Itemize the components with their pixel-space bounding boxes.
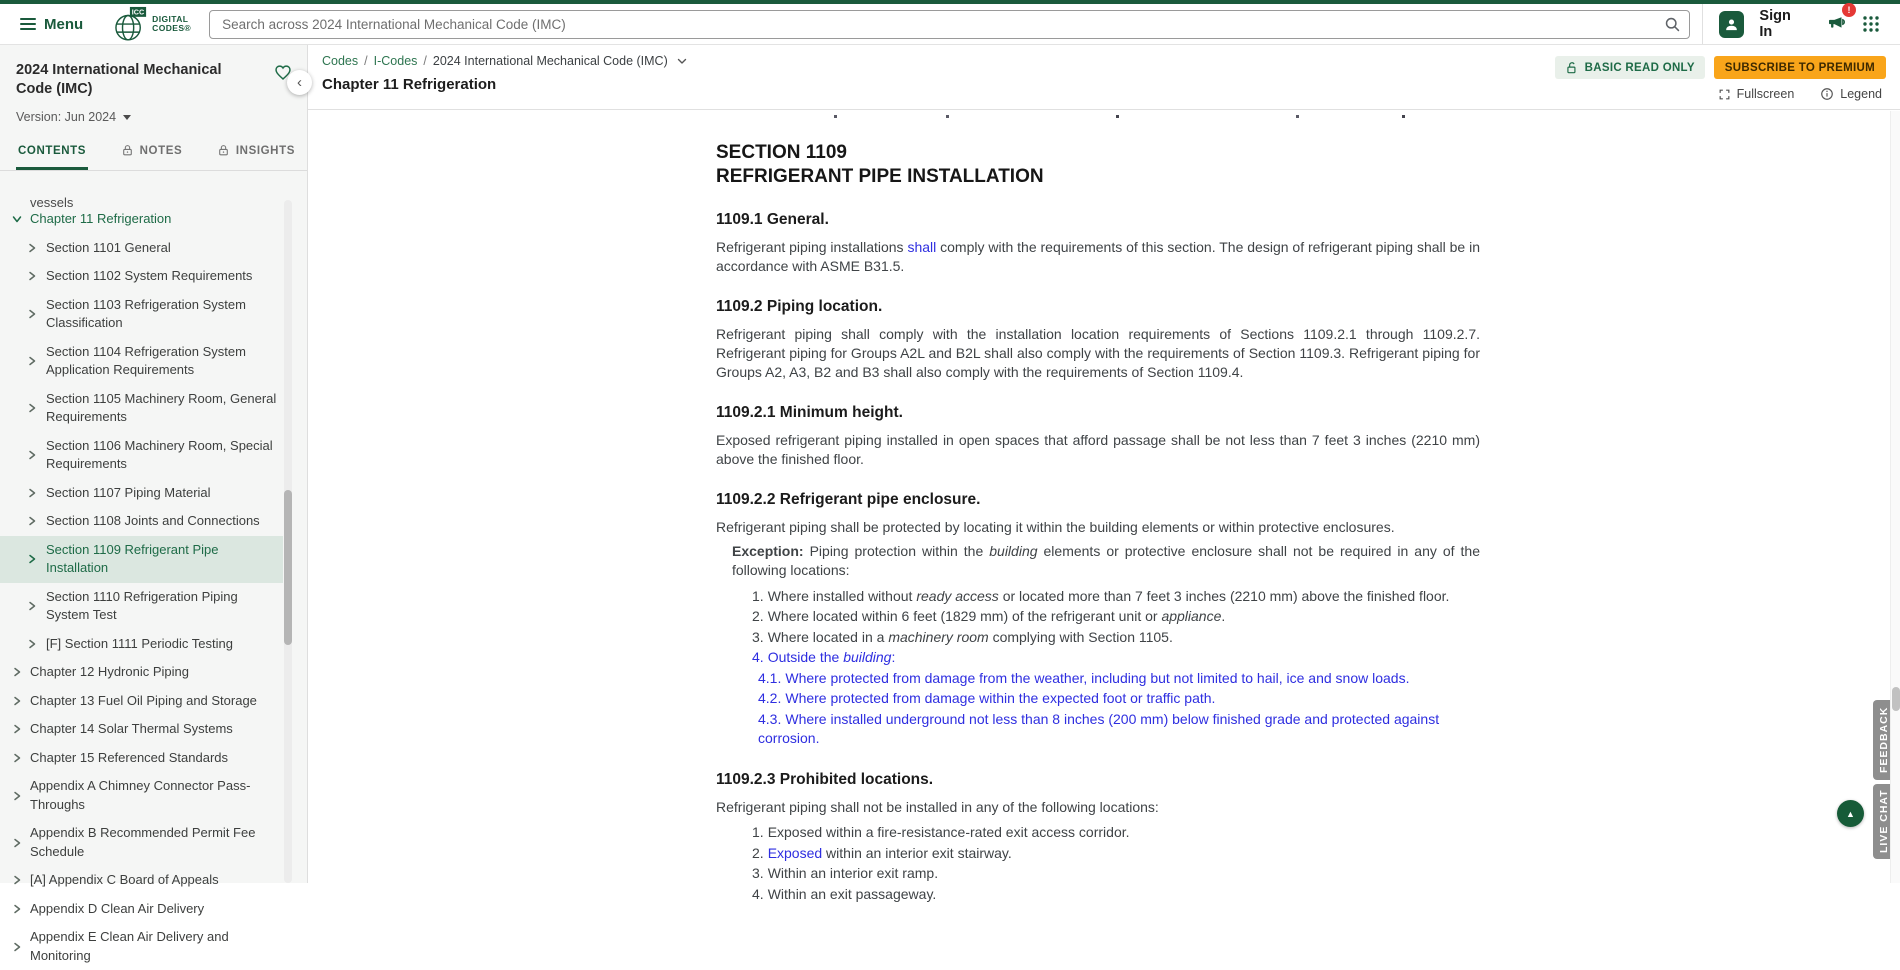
code-section (716, 403, 1480, 469)
tab-insights[interactable]: INSIGHTS (215, 134, 297, 170)
toc-item[interactable] (0, 205, 283, 234)
inline-link[interactable]: shall (907, 239, 937, 255)
apps-grid-button[interactable] (1862, 15, 1880, 33)
section-title: SECTION 1109 REFRIGERANT PIPE INSTALLATION (716, 142, 1044, 187)
list-item (752, 843, 1480, 864)
text-segment: or located more than 7 feet 3 inches (2210 mm) above the finished floor. (998, 587, 1450, 604)
fullscreen-button[interactable]: Fullscreen (1718, 87, 1795, 101)
text-segment: Exception: (732, 543, 810, 559)
scroll-to-top-button[interactable]: ▲ (1837, 800, 1864, 827)
paragraph (716, 325, 1480, 382)
text-segment: complying with Section 1105. (988, 628, 1173, 645)
section-heading: 1109.2.2 Refrigerant pipe enclosure. (716, 491, 981, 508)
list-item (758, 709, 1480, 749)
toc-item-label: [A] Appendix C Board of Appeals (30, 872, 219, 887)
inline-link[interactable]: Where protected from damage within the expected foot or traffic path. (785, 690, 1216, 707)
chevron-right-icon[interactable] (11, 723, 23, 735)
list-item (758, 689, 1480, 710)
sidebar-scrollbar-thumb[interactable] (284, 490, 292, 645)
toc-item[interactable] (0, 630, 283, 659)
toc-item[interactable] (0, 895, 283, 924)
toc-item[interactable] (0, 536, 283, 583)
lock-icon (217, 144, 230, 157)
toc-item[interactable] (0, 658, 283, 687)
chevron-right-icon[interactable] (11, 874, 23, 886)
content-scrollbar-thumb[interactable] (1892, 687, 1900, 711)
breadcrumb-codes[interactable]: Codes (322, 54, 359, 68)
sidebar-scrollbar[interactable] (284, 200, 292, 883)
list-item (752, 648, 1480, 669)
toc-item[interactable] (0, 923, 283, 970)
list-item-text (768, 886, 937, 902)
code-section (716, 490, 1480, 749)
inline-link[interactable]: building (843, 649, 892, 666)
list-item-text (768, 588, 1450, 604)
list-item-number: 1. (752, 824, 764, 841)
text-segment: Where located in a (767, 628, 889, 645)
chevron-right-icon[interactable] (11, 903, 23, 915)
toc-item-label: Chapter 12 Hydronic Piping (30, 664, 189, 679)
menu-button[interactable] (20, 16, 83, 33)
clipped-text-line (716, 115, 1480, 118)
document-sections (716, 210, 1480, 905)
list-item (752, 607, 1480, 628)
chevron-right-icon[interactable] (26, 355, 38, 367)
list-item-text (768, 629, 1173, 645)
text-segment: within an interior exit stairway. (822, 844, 1012, 861)
list-item-text (768, 824, 1130, 840)
basic-read-only-badge: BASIC READ ONLY (1555, 56, 1705, 79)
toc-item-label: Appendix B Recommended Permit Fee Schedule (30, 825, 256, 859)
sidebar-tabs (0, 134, 307, 171)
toc-item-label: Section 1101 General (46, 239, 171, 255)
chevron-right-icon[interactable] (26, 402, 38, 414)
breadcrumb-chevron-down-icon[interactable] (676, 55, 688, 67)
chevron-right-icon[interactable] (11, 941, 23, 953)
toc-item-label: Chapter 14 Solar Thermal Systems (30, 721, 233, 736)
list-item-text (758, 711, 1439, 746)
version-label: Version: Jun 2024 (16, 110, 117, 124)
tab-contents[interactable]: CONTENTS (16, 134, 88, 170)
text-segment: Within an interior exit ramp. (767, 865, 939, 882)
toc-item[interactable] (0, 819, 283, 866)
live-chat-tab[interactable]: LIVE CHAT (1873, 784, 1895, 859)
chevron-right-icon[interactable] (26, 449, 38, 461)
toc-item-label: vessels (30, 195, 74, 210)
code-section (716, 770, 1480, 905)
section-heading: 1109.2 Piping location. (716, 298, 883, 315)
legend-button[interactable]: Legend (1820, 87, 1882, 101)
list-item-text (785, 690, 1215, 706)
section-heading: 1109.2.1 Minimum height. (716, 404, 903, 421)
chevron-right-icon[interactable] (11, 790, 23, 802)
list-item-number: 3. (752, 865, 764, 882)
list-item-number[interactable]: 4. (752, 649, 764, 666)
numbered-list (752, 823, 1480, 905)
text-segment: Refrigerant piping shall be protected by locating it within the building elements or within protective enclosures. (716, 519, 1395, 535)
svg-text:ICC: ICC (131, 7, 145, 17)
text-segment: Where installed without (767, 587, 917, 604)
toc-item[interactable] (0, 507, 283, 536)
paragraph (716, 431, 1480, 469)
toc-item[interactable] (0, 772, 283, 819)
search-input[interactable] (209, 10, 1690, 39)
toc-item-label: Section 1105 Machinery Room, General Requirements (46, 390, 277, 424)
toc-item[interactable] (0, 291, 283, 338)
document-content (308, 111, 1888, 902)
account-button[interactable] (1719, 11, 1744, 38)
toc-item[interactable] (0, 744, 283, 773)
sign-in-link[interactable]: Sign In (1759, 8, 1791, 40)
inline-link[interactable]: Exposed (767, 844, 823, 861)
inline-link[interactable]: Outside the (767, 649, 844, 666)
toc-item-label: Chapter 13 Fuel Oil Piping and Storage (30, 692, 257, 708)
breadcrumb-icodes[interactable]: I-Codes (373, 54, 418, 68)
inline-link[interactable]: Where protected from damage from the weather, including but not limited to hail, ice and snow loads. (785, 669, 1410, 686)
toc-item-label: Appendix D Clean Air Delivery (30, 900, 205, 916)
text-segment: Piping protection within the (809, 543, 990, 559)
main-panel (308, 45, 1900, 902)
numbered-list (752, 586, 1480, 749)
chevron-right-icon[interactable] (26, 487, 38, 499)
text-segment: elements or protective enclosure shall not be required in any of the following locations: (732, 543, 1480, 578)
chevron-right-icon[interactable] (26, 242, 38, 254)
toc-item[interactable] (0, 194, 283, 210)
toc-item[interactable] (0, 583, 283, 630)
toc-item[interactable] (0, 866, 283, 895)
list-item (752, 823, 1480, 844)
global-header (0, 4, 1900, 45)
toc-item[interactable] (0, 715, 283, 744)
tab-notes[interactable]: NOTES (119, 134, 185, 170)
text-segment: building (989, 543, 1038, 559)
chevron-right-icon[interactable] (26, 270, 38, 282)
chevron-right-icon[interactable] (11, 752, 23, 764)
text-segment: . (1221, 608, 1226, 625)
list-item-number: 3. (752, 628, 764, 645)
exception-note (732, 542, 1480, 580)
text-segment: Refrigerant piping shall comply with the installation location requirements of Sections 1109.2.1 through 1109.2.7. Refrigerant piping for Groups A2L and B2L shall also comply with the requirements of Section 1109.3. Refrigerant piping for Groups A2, A3, B2 and B3 shall also comply with the requirements of Section 1109.4. (716, 326, 1480, 380)
toc-item-label: Section 1102 System Requirements (46, 268, 253, 283)
text-segment: appliance (1161, 608, 1222, 625)
inline-link[interactable]: : (891, 649, 896, 666)
toc-item[interactable] (0, 262, 283, 291)
list-item-number: 1. (752, 587, 764, 604)
icc-digital-codes-logo[interactable] (111, 6, 191, 43)
breadcrumb-current[interactable]: 2024 International Mechanical Code (IMC) (432, 54, 668, 68)
icc-globe-icon (111, 6, 147, 43)
toc-item-label: Chapter 11 Refrigeration (30, 211, 172, 226)
list-item (752, 586, 1480, 607)
person-icon (1723, 16, 1740, 33)
list-item-text (768, 845, 1012, 861)
collapse-sidebar-button[interactable]: ‹ (287, 70, 312, 95)
chevron-right-icon[interactable] (26, 308, 38, 320)
list-item (752, 627, 1480, 648)
section-heading: 1109.2.3 Prohibited locations. (716, 770, 934, 788)
toc-item-label: Section 1104 Refrigeration System Application Requirements (46, 343, 246, 377)
toc-item[interactable] (0, 234, 283, 263)
paragraph (716, 518, 1480, 537)
list-item (758, 668, 1480, 689)
text-segment: Within an exit passageway. (767, 885, 937, 902)
toc-item[interactable] (0, 687, 283, 716)
paragraph (716, 238, 1480, 276)
text-segment: machinery room (888, 628, 989, 645)
sidebar (0, 45, 308, 963)
apps-grid-icon (1862, 15, 1880, 33)
toc-item-label: Appendix E Clean Air Delivery and Monitoring (30, 929, 229, 963)
list-item (752, 864, 1480, 885)
contents-tree (0, 195, 283, 963)
search-box (209, 10, 1690, 39)
toc-item[interactable] (0, 385, 283, 432)
toc-item-label: Appendix A Chimney Connector Pass-Throughs (30, 778, 251, 812)
text-segment: Refrigerant piping shall not be installed in any of the following locations: (716, 798, 1159, 815)
subscribe-premium-button[interactable]: SUBSCRIBE TO PREMIUM (1714, 56, 1886, 79)
sidebar-header (0, 45, 307, 124)
list-item (752, 884, 1480, 905)
chevron-right-icon[interactable] (26, 638, 38, 650)
text-segment: ready access (916, 587, 999, 604)
toc-item-label: Section 1103 Refrigeration System Classification (46, 296, 246, 330)
menu-label: Menu (44, 15, 84, 33)
toc-item-label: Chapter 15 Referenced Standards (30, 749, 229, 765)
content-header (308, 45, 1900, 110)
toc-item[interactable] (0, 479, 283, 508)
feedback-tab[interactable]: FEEDBACK (1873, 700, 1895, 780)
breadcrumb: Codes / I-Codes / 2024 International Mechanical Code (IMC) (322, 54, 688, 68)
chevron-down-icon[interactable] (11, 213, 23, 225)
code-section (716, 210, 1480, 276)
list-item-number[interactable]: 4.3. (758, 710, 782, 727)
list-item-number[interactable]: 4.1. (758, 669, 782, 686)
header-actions (1702, 4, 1900, 44)
info-icon (1820, 87, 1834, 101)
toc-item-label: [F] Section 1111 Periodic Testing (46, 635, 233, 651)
toc-item-label: Section 1109 Refrigerant Pipe Installation (46, 541, 219, 575)
text-segment: Where located within 6 feet (1829 mm) of the refrigerant unit or (767, 608, 1162, 625)
section-heading: 1109.1 General. (716, 211, 829, 228)
book-title: 2024 International Mechanical Code (IMC) (16, 62, 222, 97)
list-item-number: 2. (752, 608, 764, 625)
code-section (716, 297, 1480, 382)
search-icon[interactable] (1664, 16, 1681, 33)
content-scrollbar[interactable] (1890, 111, 1900, 883)
list-item-number: 2. (752, 844, 764, 861)
list-item-text (768, 865, 938, 881)
text-segment: Exposed within a fire-resistance-rated exit access corridor. (767, 824, 1130, 841)
toc-item[interactable] (0, 338, 283, 385)
version-selector[interactable] (16, 110, 293, 124)
chevron-right-icon[interactable] (26, 553, 38, 565)
notification-badge: ! (1842, 3, 1856, 17)
toc-item-label: Section 1110 Refrigeration Piping System Test (46, 588, 238, 622)
chevron-right-icon[interactable] (11, 695, 23, 707)
toc-item-label: Section 1106 Machinery Room, Special Requirements (46, 437, 273, 471)
fullscreen-icon (1718, 88, 1731, 101)
chevron-right-icon[interactable] (26, 600, 38, 612)
text-segment: Refrigerant piping installations (716, 239, 908, 255)
chevron-down-icon (123, 115, 131, 120)
list-item-number[interactable]: 4.2. (758, 690, 782, 707)
announcements-button[interactable] (1826, 4, 1851, 37)
chevron-right-icon[interactable] (11, 666, 23, 678)
text-segment: comply with the requirements of this section. The design of refrigerant piping shall be in accordance with ASME B31.5. (716, 239, 1480, 274)
inline-link[interactable]: Where installed underground not less than 8 inches (200 mm) below finished grade and protected against corrosion. (758, 710, 1440, 746)
paragraph (716, 798, 1480, 817)
page-title: Chapter 11 Refrigeration (322, 76, 497, 93)
chevron-right-icon[interactable] (11, 837, 23, 849)
toc-item[interactable] (0, 432, 283, 479)
list-item-text (768, 608, 1226, 624)
text-segment: Exposed refrigerant piping installed in open spaces that afford passage shall be not less than 7 feet 3 inches (2210 mm) above the finished floor. (716, 432, 1480, 467)
lock-open-icon (1565, 61, 1579, 75)
list-item-text (768, 649, 896, 665)
chevron-right-icon[interactable] (26, 515, 38, 527)
logo-wordmark: DIGITAL CODES® (152, 14, 192, 33)
list-item-text (785, 670, 1409, 686)
toc-item-label: Section 1107 Piping Material (46, 484, 211, 500)
list-item-number: 4. (752, 885, 764, 902)
hamburger-icon (20, 18, 36, 31)
toc-item-label: Section 1108 Joints and Connections (46, 513, 260, 528)
lock-icon (121, 144, 134, 157)
